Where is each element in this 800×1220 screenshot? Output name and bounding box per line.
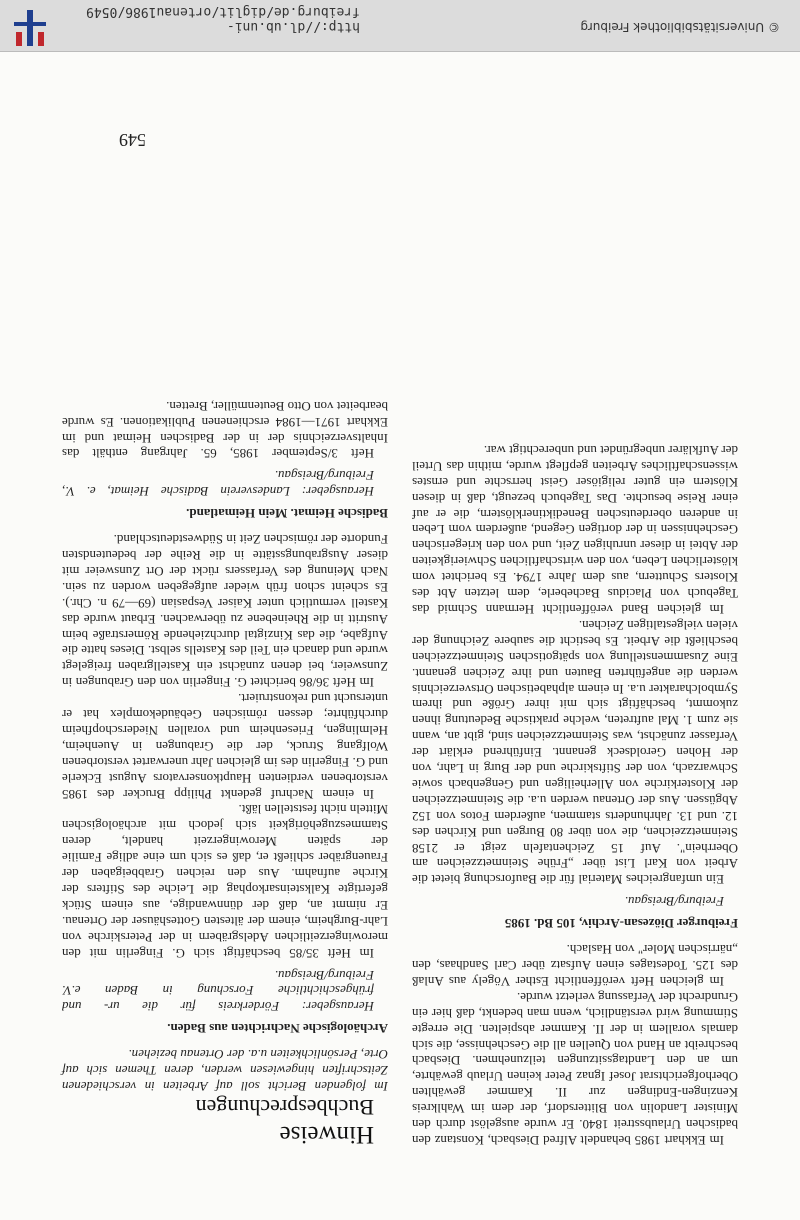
university-logo-icon [12,8,48,48]
section-title-dioezesan-archiv: Freiburger Diözesan-Archiv, 105 Bd. 1985 [504,916,738,932]
page-number: 549 [119,130,146,150]
page-subheading: Buchbesprechungen [195,1095,374,1120]
footer-copyright: © Universitätsbibliothek Freiburg [580,20,780,34]
footer-url: http://dl.ub.uni-freiburg.de/diglit/ortenau1986/0549 [86,4,360,34]
paragraph: Im Heft 35/85 beschäftigt sich G. Fingerlin mit den merowingerzeitlichen Adelsgräbern in der Peterskirche von Lahr-Burgheim, einem der ältesten Gotteshäuser der Ortenau. Er nimmt an, daß der dünnwandige, aus einem Stück gefertigte Kalksteinsarkophag die Leiche des Stifters der Kirche aufnahm. Aus den reichen Grabbeigaben der Frauengräber schließt er, daß es sich um eine adlige Familie der späten Merowingerzeit handelt, deren Stammeszugehörigkeit sich jedoch mit archäologischen Mitteln nicht feststellen läßt. [62,802,388,961]
publisher-badische-heimat: Herausgeber: Landesverein Badische Heimat, e. V., Freiburg/Breisgau. [62,468,374,500]
paragraph: Ein umfangreiches Material für die Bauforschung bietet die Arbeit von Karl List über „Frühe Steinmetzzeichen am Oberrhein". Auf 15 Zeichentafeln zeigt er 2158 Steinmetzzeichen, die von über 80 Burgen und Kirchen des 12. und 13. Jahrhunderts stammen, außerdem Fotos von 152 Abgüssen. Aus der Ortenau werden u.a. die Steinmetzzeichen der Klosterkirche von Allerheiligen und Gengenbach sowie Schwarzach, von der Stiftskirche und der Burg in Lahr, von der Hohen Geroldseck genannt. Einführend erklärt der Verfasser zunächst, was Steinmetzzeichen sind, gibt an, wann sie zum 1. Mal auftreten, welche praktische Bedeutung ihnen zukommt, beschäftigt sich mit ihrer Größe und ihrem Symbolcharakter u.a. In einem alphabetischen Ortsverzeichnis werden die angeführten Bauten und ihre Zeichen genannt. Eine Zusammenstellung von spätgotischen Steinmetzzeichen beschließt die Arbeit. Es besticht die saubere Zeichnung der vielen vielgestaltigen Zeichen. [412,617,738,888]
left-column-upright [62,398,388,1148]
paragraph: Im gleichen Band veröffentlicht Hermann Schmid das Tagebuch von Placidus Bacheberle, dem letzten Abt des Klosters Schuttern, aus dem Jahre 1794. Es berichtet vom klösterlichen Leben, von den wirtschaftlichen Schwierigkeiten der Abtei in dieser unruhigen Zeit, und von den kriegerischen Geschehnissen in der dortigen Gegend, außerdem vom Leben in anderen oberdeutschen Benediktinerklöstern, die er auf einer Reise besuchte. Das Tagebuch bezeugt, daß in diesen Klöstern ein guter religiöser Geist herrschte und ernstes wissenschaftliches Arbeiten gepflegt wurde, mithin das Urteil der Aufklärer unbegründet und unberechtigt war. [412,442,738,617]
paragraph: In einem Nachruf gedenkt Philipp Brucker des 1985 verstorbenen verdienten Hauptkonservators August Eckerle und G. Fingerlin des im gleichen Jahr unerwartet verstorbenen Wolfgang Struck, der die Grabungen in Auenheim, Helmlingen, Friesenheim und vorallen Niederschopfheim durchführte; dessen römischen Gebäudekomplex hat er untersucht und rekonstruiert. [62,691,388,802]
publisher-dioezesan-archiv: Freiburg/Breisgau. [624,894,724,910]
intro-text: Im folgenden Bericht soll auf Arbeiten in verschiedenen Zeitschriften hingewiesen werden, deren Themen sich auf Orte, Persönlichkeiten u.a. der Ortenau beziehen. [62,1047,388,1094]
section-title-badische-heimat: Badische Heimat. Mein Heimatland. [186,506,388,522]
page-heading: Hinweise [279,1121,374,1148]
paragraph: Im Ekkhart 1985 behandelt Alfred Diesbach, Konstanz den badischen Urlaubsstreit 1840. Er wurde ausgelöst durch den Minister Landolin von Blittersdorf, der dem im Wahlkreis Kenzingen-Endingen zur II. Kammer gewählten Oberhofgerichtsrat Josef Ignaz Peter keinen Urlaub gewährte, um an den Landtagssitzungen teilzunehmen. Diesbach beschreibt an Hand von Quellen all die Geschehnisse, die sich damals vorallem in der II. Kammer abspielten. Die erregte Stimmung wird verständlich, wenn man bedenkt, daß hier ein Grundrecht der Verfassung verletzt wurde. [412,989,738,1148]
paragraph: Im gleichen Heft veröffentlicht Esther Vögely aus Anlaß des 125. Todestages einen Aufsatz über Carl Sandhaas, den „närrischen Moler" von Haslach. [412,942,738,989]
section-title-archaeology: Archäologische Nachrichten aus Baden. [167,1021,388,1037]
paragraph: Im Heft 36/86 berichtet G. Fingerlin von den Grabungen in Zunsweier, bei denen zunächst ein Kastellgraben freigelegt wurde und danach ein Teil des Kastells selbst. Dieses hatte die Aufgabe, die das Kinzigtal durchziehende Römerstraße beim Austritt in die Rheinebene zu überwachen. Erbaut wurde das Kastell vermutlich unter Kaiser Vespasian (69—79 n. Chr.). Es scheint schon früh wieder aufgegeben worden zu sein. Nach Meinung des Verfassers rückt der Ort Zunsweier mit dieser Ausgrabungsstätte in die Reihe der bedeutendsten Fundorte der römischen Zeit in Südwestdeutschland. [62,532,388,691]
publisher-archaeology: Herausgeber: Förderkreis für die ur- und frühgeschichtliche Forschung in Baden e.V. Freiburg/Breisgau. [62,967,374,1015]
right-column-upright [412,442,738,1148]
paragraph: Heft 3/September 1985, 65. Jahrgang enthält das Inhaltsverzeichnis der in der Badischen Heimat und im Ekkhart 1971—1984 erschienenen Publikationen. Es wurde bearbeitet von Otto Beutenmüller, Bretten. [62,398,388,462]
